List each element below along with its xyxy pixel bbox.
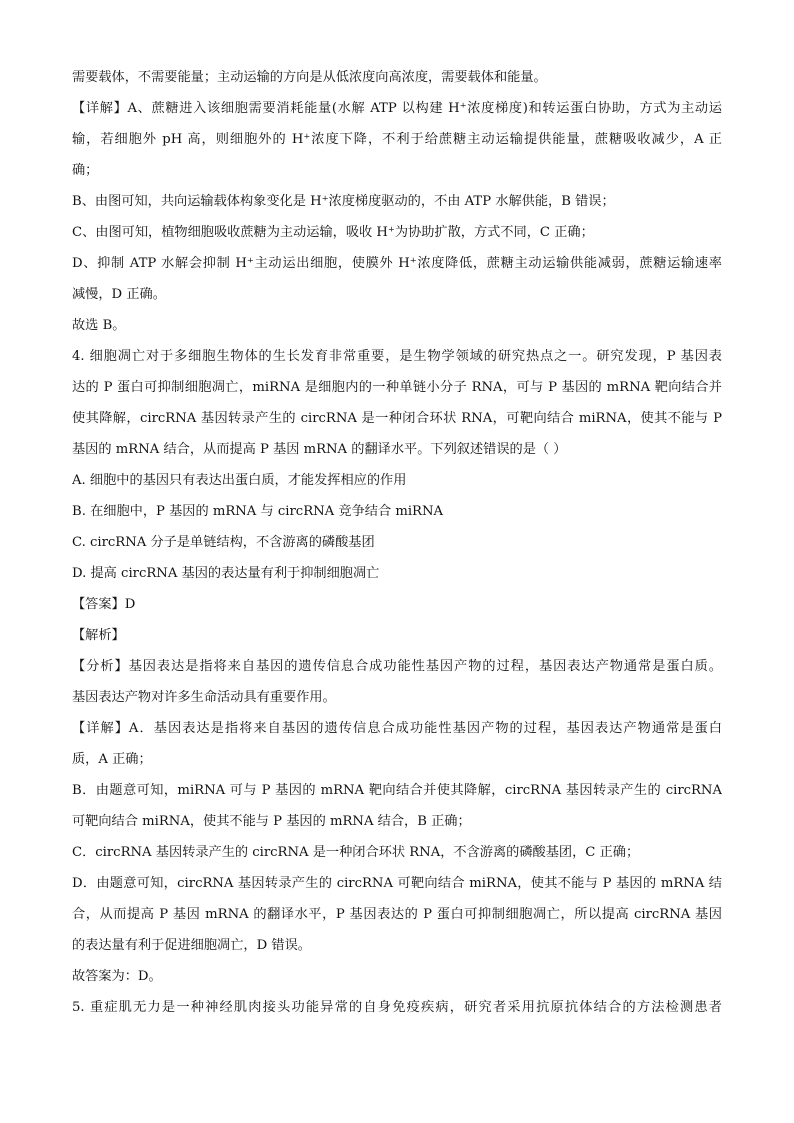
question-4-line-3: 使其降解，circRNA 基因转录产生的 circRNA 是一种闭合环状 RNA，可靶向结合 miRNA，使其不能与 P — [72, 411, 722, 426]
option-c: C. circRNA 分子是单链结构，不含游离的磷酸基团 — [72, 535, 375, 550]
text-line-8: 减慢，D 正确。 — [72, 287, 166, 302]
detail-line-6: D．由题意可知，circRNA 基因转录产生的 circRNA 可靶向结合 miRNA，使其不能与 P 基因的 mRNA 结 — [72, 876, 722, 891]
text-line-4: 确； — [72, 163, 99, 178]
analysis-line-2: 基因表达产物对许多生命活动具有重要作用。 — [72, 690, 336, 705]
detail-line-8: 的表达量有利于促进细胞凋亡，D 错误。 — [72, 938, 311, 953]
question-4-line-2: 达的 P 蛋白可抑制细胞凋亡，miRNA 是细胞内的一种单链小分子 RNA，可与 P 基因的 mRNA 靶向结合并 — [72, 380, 722, 395]
document-page — [72, 62, 722, 1023]
text-line-2: 【详解】A、蔗糖进入该细胞需要消耗能量(水解 ATP 以构建 H⁺浓度梯度)和转运蛋白协助，方式为主动运 — [72, 101, 722, 116]
option-d: D. 提高 circRNA 基因的表达量有利于抑制细胞凋亡 — [72, 566, 380, 581]
detail-line-1: 【详解】A．基因表达是指将来自基因的遗传信息合成功能性基因产物的过程，基因表达产物通常是蛋白 — [72, 721, 722, 736]
detail-line-5: C．circRNA 基因转录产生的 circRNA 是一种闭合环状 RNA，不含游离的磷酸基团，C 正确； — [72, 845, 640, 860]
text-line-5: B、由图可知，共向运输载体构象变化是 H⁺浓度梯度驱动的，不由 ATP 水解供能，B 错误； — [72, 194, 615, 209]
option-a: A. 细胞中的基因只有表达出蛋白质，才能发挥相应的作用 — [72, 473, 407, 488]
question-5-line-1: 5. 重症肌无力是一种神经肌肉接头功能异常的自身免疫疾病，研究者采用抗原抗体结合的方法检测患者 — [72, 1000, 722, 1015]
analysis-heading: 【解析】 — [72, 628, 125, 643]
text-line-1: 需要载体，不需要能量；主动运输的方向是从低浓度向高浓度，需要载体和能量。 — [72, 70, 547, 85]
conclusion-line: 故答案为：D。 — [72, 969, 162, 984]
question-4-line-4: 基因的 mRNA 结合，从而提高 P 基因 mRNA 的翻译水平。下列叙述错误的是（ ） — [72, 442, 567, 457]
detail-line-3: B．由题意可知，miRNA 可与 P 基因的 mRNA 靶向结合并使其降解，circRNA 基因转录产生的 circRNA — [72, 783, 722, 798]
text-line-6: C、由图可知，植物细胞吸收蔗糖为主动运输，吸收 H⁺为协助扩散，方式不同，C 正确； — [72, 225, 594, 240]
option-b: B. 在细胞中，P 基因的 mRNA 与 circRNA 竞争结合 miRNA — [72, 504, 444, 519]
detail-line-7: 合，从而提高 P 基因 mRNA 的翻译水平，P 基因表达的 P 蛋白可抑制细胞凋亡，所以提高 circRNA 基因 — [72, 907, 722, 922]
answer-line: 【答案】D — [72, 597, 136, 612]
analysis-line-1: 【分析】基因表达是指将来自基因的遗传信息合成功能性基因产物的过程，基因表达产物通常是蛋白质。 — [72, 659, 722, 674]
question-4-line-1: 4. 细胞凋亡对于多细胞生物体的生长发育非常重要，是生物学领域的研究热点之一。研究发现，P 基因表 — [72, 349, 722, 364]
text-line-3: 输，若细胞外 pH 高，则细胞外的 H⁺浓度下降，不利于给蔗糖主动运输提供能量，蔗糖吸收减少，A 正 — [72, 132, 722, 147]
text-line-7: D、抑制 ATP 水解会抑制 H⁺主动运出细胞，使膜外 H⁺浓度降低，蔗糖主动运输供能减弱，蔗糖运输速率 — [72, 256, 722, 271]
text-line-9: 故选 B。 — [72, 318, 126, 333]
detail-line-4: 可靶向结合 miRNA，使其不能与 P 基因的 mRNA 结合，B 正确； — [72, 814, 471, 829]
detail-line-2: 质，A 正确； — [72, 752, 152, 767]
